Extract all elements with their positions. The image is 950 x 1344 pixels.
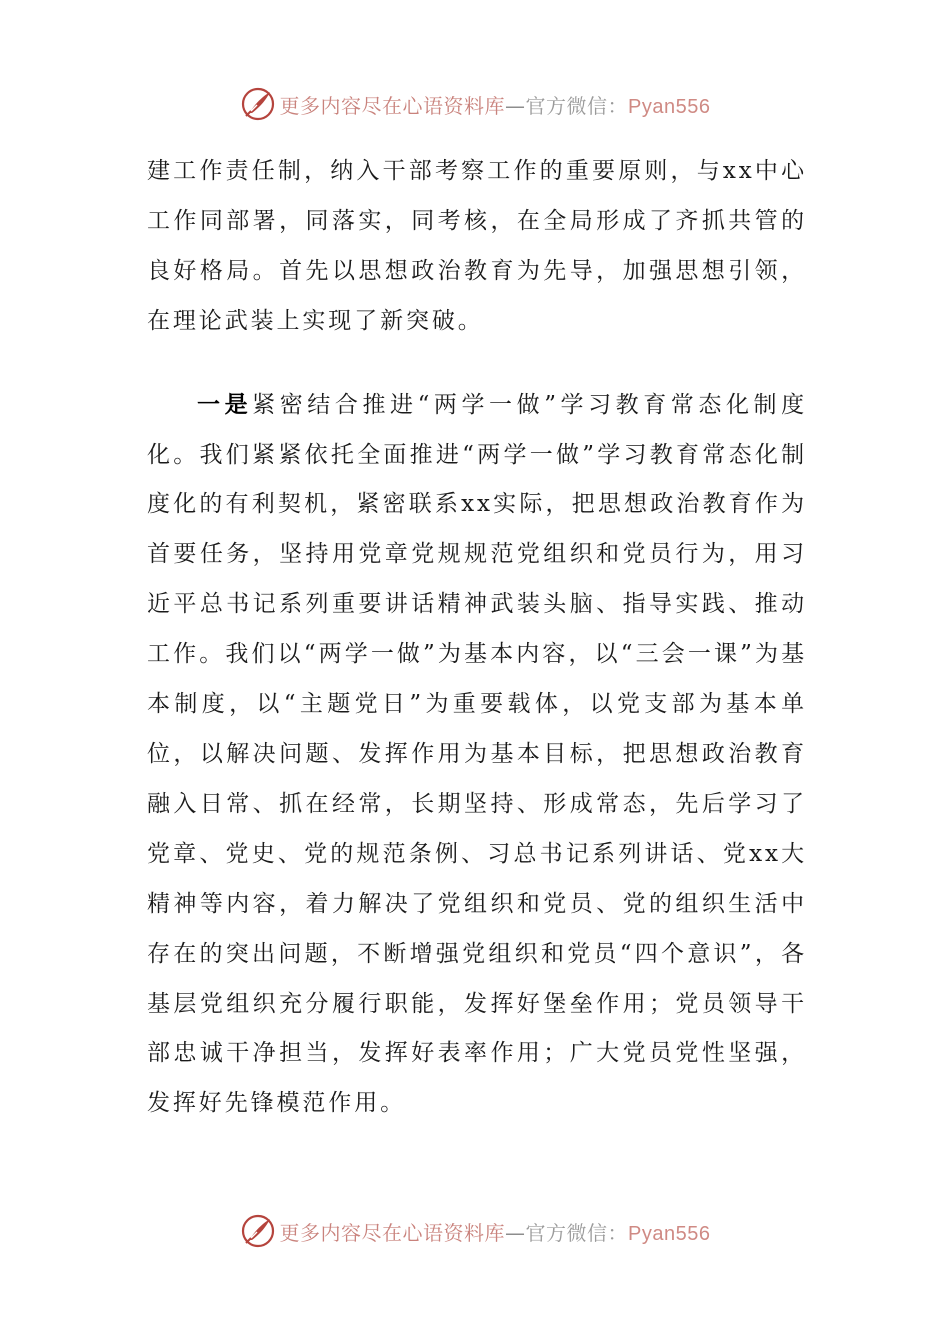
watermark-dash: — bbox=[505, 1220, 526, 1245]
paragraph-2-lead: 一是 bbox=[197, 391, 253, 418]
header-watermark bbox=[0, 82, 950, 126]
paragraph-2 bbox=[147, 381, 807, 1130]
watermark-site-text: 更多内容尽在心语资料库 bbox=[279, 93, 506, 118]
quill-logo-icon bbox=[240, 86, 276, 122]
paragraph-2-text: 紧密结合推进“两学一做”学习教育常态化制度化。我们紧紧依托全面推进“两学一做”学习教育常态化制度化的有利契机，紧密联系xx实际，把思想政治教育作为首要任务，坚持用党章党规规范党组织和党员行为，用习近平总书记系列重要讲话精神武装头脑、指导实践、推动工作。我们以“两学一做”为基本内容，以“三会一课”为基本制度，以“主题党日”为重要载体，以党支部为基本单位，以解决问题、发挥作用为基本目标，把思想政治教育融入日常、抓在经常，长期坚持、形成常态，先后学习了党章、党史、党的规范条例、习总书记系列讲话、党xx大精神等内容，着力解决了党组织和党员、党的组织生活中存在的突出问题，不断增强党组织和党员“四个意识”，各基层党组织充分履行职能，发挥好堡垒作用；党员领导干部忠诚干净担当，发挥好表率作用；广大党员党性坚强，发挥好先锋模范作用。 bbox=[147, 391, 807, 1117]
watermark-dash: — bbox=[505, 93, 526, 118]
watermark-text bbox=[280, 90, 711, 119]
footer-watermark bbox=[0, 1209, 950, 1253]
watermark-wechat-id: Pyan556 bbox=[628, 95, 711, 118]
watermark-wechat-label: 官方微信： bbox=[525, 93, 629, 118]
watermark-wechat-label: 官方微信： bbox=[525, 1220, 629, 1245]
watermark-site-text: 更多内容尽在心语资料库 bbox=[279, 1220, 506, 1245]
watermark-text bbox=[280, 1217, 711, 1246]
paragraph-1: 建工作责任制，纳入干部考察工作的重要原则，与xx中心工作同部署，同落实，同考核，在全局形成了齐抓共管的良好格局。首先以思想政治教育为先导，加强思想引领，在理论武装上实现了新突破。 bbox=[147, 158, 807, 334]
watermark-wechat-id: Pyan556 bbox=[628, 1222, 711, 1245]
document-body bbox=[147, 147, 807, 1129]
quill-logo-icon bbox=[240, 1213, 276, 1249]
